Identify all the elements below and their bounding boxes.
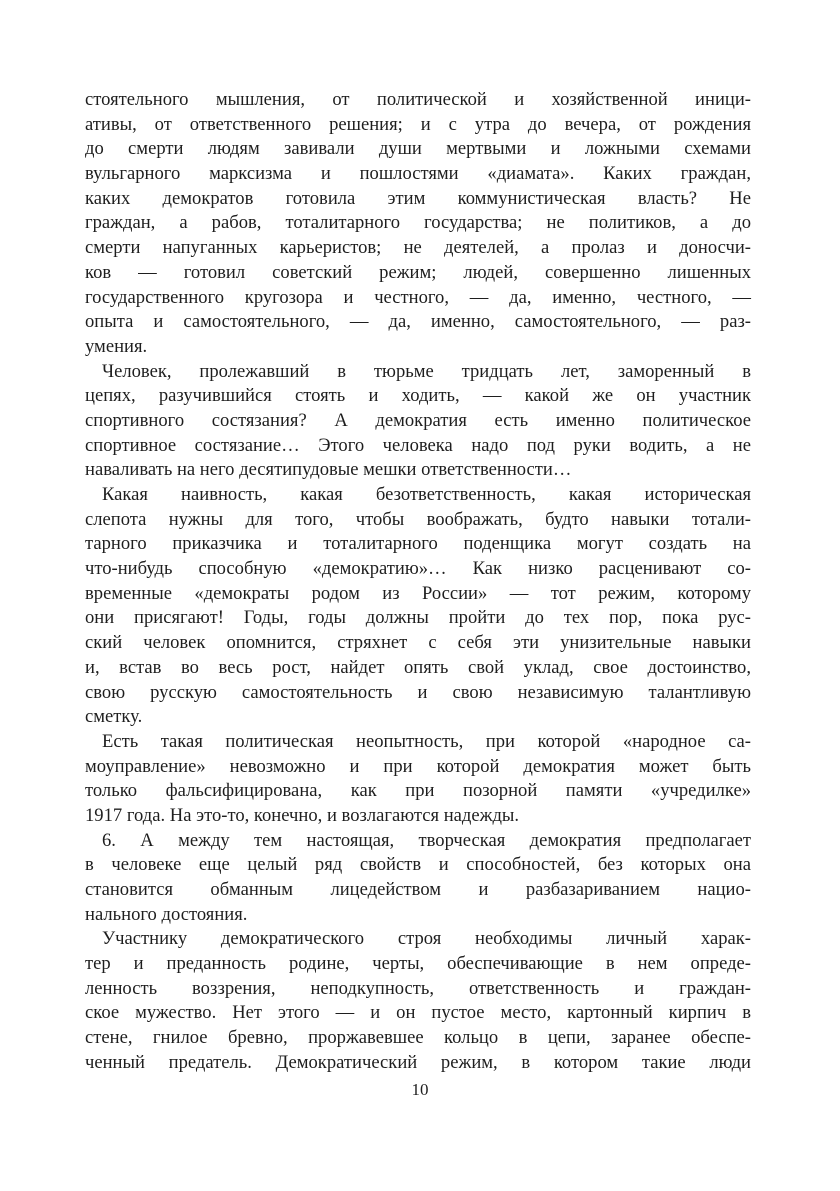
text-line: временные «демократы родом из России» — тот режим, которому xyxy=(85,582,751,604)
text-line: Какая наивность, какая безответственность, какая историческая xyxy=(102,484,751,505)
paragraph xyxy=(85,927,751,1075)
text-line: тарного приказчика и тоталитарного поденщика могут создать на xyxy=(85,533,751,555)
text-line: ченный предатель. Демократический режим, в котором такие люди xyxy=(85,1051,751,1073)
text-line: ативы, от ответственного решения; и с утра до вечера, от рождения xyxy=(85,113,751,135)
text-line: цепях, разучившийся стоять и ходить, — какой же он участник xyxy=(85,385,751,407)
text-line: спортивное состязание… Этого человека надо под руки водить, а не xyxy=(85,434,751,456)
text-line: нального достояния. xyxy=(85,903,248,925)
text-line: смерти напуганных карьеристов; не деятелей, а пролаз и доносчи- xyxy=(85,237,751,259)
text-line: ленность воззрения, неподкупность, ответственность и граждан- xyxy=(85,977,751,999)
text-line: опыта и самостоятельного, — да, именно, самостоятельного, — раз- xyxy=(85,311,751,333)
text-line: до смерти людям завивали души мертвыми и ложными схемами xyxy=(85,138,751,160)
text-line: граждан, а рабов, тоталитарного государства; не политиков, а до xyxy=(85,212,751,234)
text-line: ков — готовил советский режим; людей, совершенно лишенных xyxy=(85,261,751,283)
text-line: наваливать на него десятипудовые мешки ответственности… xyxy=(85,459,572,481)
text-line: ский человек опомнится, стряхнет с себя эти унизительные навыки xyxy=(85,632,751,654)
text-line: спортивного состязания? А демократия есть именно политическое xyxy=(85,409,751,431)
text-line: сметку. xyxy=(85,706,143,728)
text-line: что-нибудь способную «демократию»… Как низко расценивают со- xyxy=(85,558,751,580)
text-line: становится обманным лицедейством и разбазариванием нацио- xyxy=(85,879,751,900)
text-line: Человек, пролежавший в тюрьме тридцать лет, заморенный в xyxy=(102,360,751,382)
paragraph xyxy=(85,730,751,829)
paragraph xyxy=(85,360,751,483)
text-line: слепота нужны для того, чтобы воображать, будто навыки тотали- xyxy=(85,508,751,530)
text-line: и, встав во весь рост, найдет опять свой уклад, свое достоинство, xyxy=(85,656,751,678)
text-line: только фальсифицирована, как при позорной памяти «учредилке» xyxy=(85,780,751,802)
paragraph xyxy=(85,829,751,928)
text-line: умения. xyxy=(85,335,148,357)
text-line: каких демократов готовила этим коммунистическая власть? Не xyxy=(85,187,751,209)
text-line: ское мужество. Нет этого — и он пустое место, картонный кирпич в xyxy=(85,1002,751,1024)
text-line: Есть такая политическая неопытность, при которой «народное са- xyxy=(102,730,751,752)
text-line: они присягают! Годы, годы должны пройти до тех пор, пока рус- xyxy=(85,607,751,629)
text-line: в человеке еще целый ряд свойств и способностей, без которых она xyxy=(85,854,751,876)
text-line: 6. А между тем настоящая, творческая демократия предполагает xyxy=(102,829,751,851)
paragraph xyxy=(85,88,751,360)
paragraph xyxy=(85,483,751,730)
text-line: моуправление» невозможно и при которой демократия может быть xyxy=(85,755,751,777)
text-line: тер и преданность родине, черты, обеспечивающие в нем опреде- xyxy=(85,953,751,975)
text-line: стене, гнилое бревно, проржавевшее кольцо в цепи, заранее обеспе- xyxy=(85,1027,751,1049)
page-number: 10 xyxy=(411,1080,429,1099)
text-line: вульгарного марксизма и пошлостями «диамата». Каких граждан, xyxy=(85,163,751,185)
text-line: 1917 года. На это-то, конечно, и возлагаются надежды. xyxy=(85,804,520,826)
text-line: свою русскую самостоятельность и свою независимую талантливую xyxy=(85,681,751,703)
text-line: Участнику демократического строя необходимы личный харак- xyxy=(102,928,751,950)
text-line: государственного кругозора и честного, — да, именно, честного, — xyxy=(85,286,751,308)
page-body-text xyxy=(85,88,751,1076)
text-line: стоятельного мышления, от политической и хозяйственной иници- xyxy=(85,89,751,110)
